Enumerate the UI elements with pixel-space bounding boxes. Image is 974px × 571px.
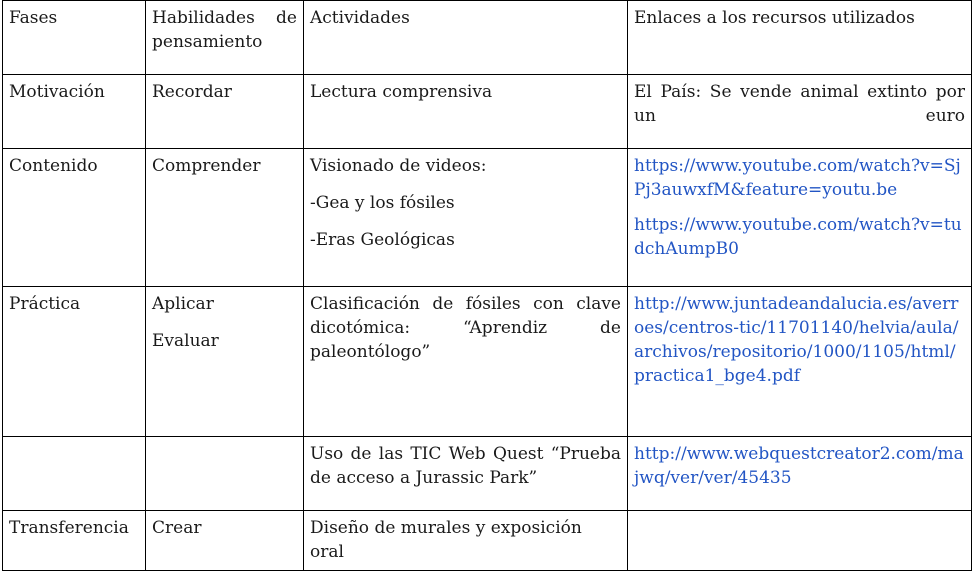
- webquest-link[interactable]: http://www.webquestcreator2.com/majwq/ver/ver/45435: [634, 444, 964, 488]
- cell-habilidad: Crear: [146, 511, 304, 571]
- cell-actividad: Lectura comprensiva: [304, 75, 628, 149]
- cell-fase: Transferencia: [3, 511, 146, 571]
- header-actividades: Actividades: [304, 1, 628, 75]
- cell-habilidad: Comprender: [146, 149, 304, 287]
- cell-fase: [3, 437, 146, 511]
- cell-fase: Práctica: [3, 287, 146, 437]
- actividad-item-gea: -Gea y los fósiles: [310, 193, 455, 213]
- habilidad-evaluar: Evaluar: [152, 331, 219, 351]
- table-row-practica: [3, 287, 972, 437]
- table-row-contenido: [3, 149, 972, 287]
- youtube-link-gea[interactable]: https://www.youtube.com/watch?v=SjPj3auwxfM&feature=youtu.be: [634, 156, 961, 200]
- header-fases: Fases: [3, 1, 146, 75]
- header-row: [3, 1, 972, 75]
- cell-enlace-el-pais: El País: Se vende animal extinto por un euro: [628, 75, 972, 149]
- actividad-intro: Visionado de videos:: [310, 156, 487, 176]
- cell-fase: Contenido: [3, 149, 146, 287]
- table-row-motivacion: [3, 75, 972, 149]
- cell-actividad: Clasificación de fósiles con clave dicotómica: “Aprendiz de paleontólogo”: [304, 287, 628, 437]
- cell-habilidad: [146, 437, 304, 511]
- cell-actividad: [304, 149, 628, 287]
- youtube-link-eras[interactable]: https://www.youtube.com/watch?v=tudchAumpB0: [634, 215, 962, 259]
- cell-fase: Motivación: [3, 75, 146, 149]
- cell-enlaces: [628, 149, 972, 287]
- cell-actividad: Diseño de murales y exposición oral: [304, 511, 628, 571]
- header-enlaces: Enlaces a los recursos utilizados: [628, 1, 972, 75]
- juntadeandalucia-link[interactable]: http://www.juntadeandalucia.es/averroes/centros-tic/11701140/helvia/aula/archivos/repositorio/1000/1105/html/practica1_bge4.pdf: [634, 294, 959, 386]
- header-habilidades: Habilidades de pensamiento: [146, 1, 304, 75]
- table-row-transferencia: [3, 511, 972, 571]
- actividad-item-eras: -Eras Geológicas: [310, 230, 455, 250]
- cell-actividad: Uso de las TIC Web Quest “Prueba de acceso a Jurassic Park”: [304, 437, 628, 511]
- cell-habilidad: [146, 287, 304, 437]
- cell-habilidad: Recordar: [146, 75, 304, 149]
- cell-enlace: [628, 287, 972, 437]
- resources-table: [2, 0, 972, 571]
- cell-enlace: [628, 511, 972, 571]
- table-row-webquest: [3, 437, 972, 511]
- habilidad-aplicar: Aplicar: [152, 294, 214, 314]
- cell-enlace: [628, 437, 972, 511]
